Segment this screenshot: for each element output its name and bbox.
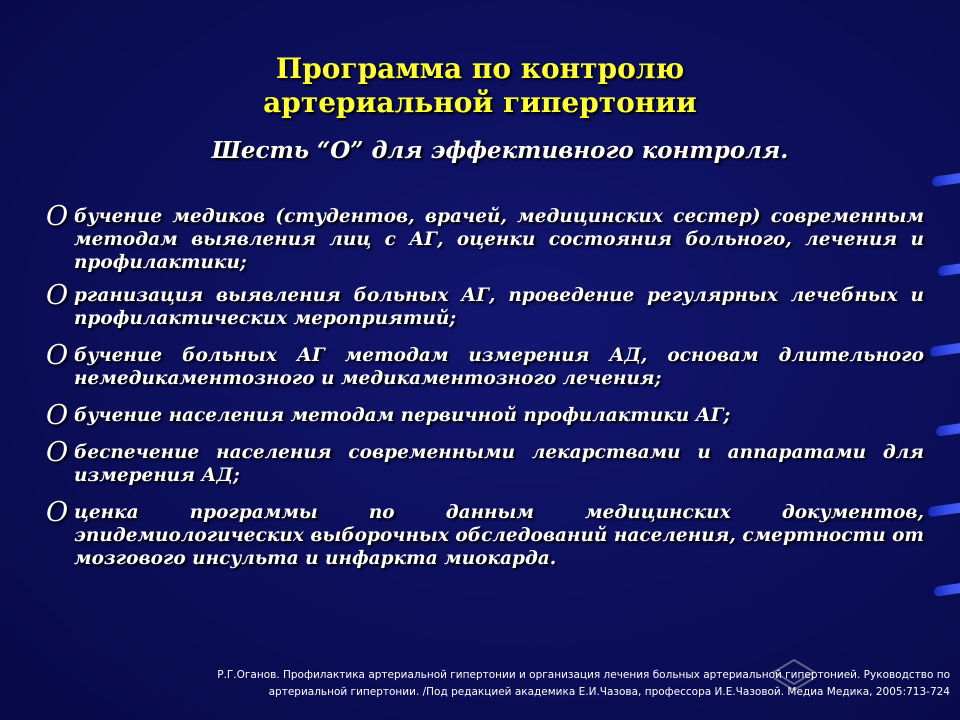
stripe [936,423,960,436]
item-initial-letter: О [46,201,69,232]
stripe [928,503,960,517]
stripe [938,263,960,276]
title-line-1: Программа по контролю [275,52,685,85]
bullet-list [46,201,924,580]
item-text: беспечение населения современными лекарствами и аппаратами для измерения АД; [74,442,924,486]
item-initial-letter: О [46,340,69,371]
item-initial-letter: О [46,497,69,528]
list-item [46,280,924,330]
list-item [46,400,924,431]
stripe [932,173,960,187]
item-text: бучение больных АГ методам измерения АД, основам длительного немедикаментозного и медикаментозного лечения; [74,345,924,389]
stripe [930,343,960,357]
item-initial-letter: О [46,400,69,431]
item-text: рганизация выявления больных АГ, проведение регулярных лечебных и профилактических мероприятий; [74,285,924,329]
slide-title [0,52,960,120]
item-text: ценка программы по данным медицинских документов, эпидемиологических выборочных обследований населения, смертности от мозгового инсульта и инфаркта миокарда. [74,502,924,569]
item-text: бучение медиков (студентов, врачей, медицинских сестер) современным методам выявления лиц с АГ, оценки состояния больного, лечения и профилактики; [74,206,924,273]
stripe [934,583,960,597]
citation-footer [140,667,950,701]
item-initial-letter: О [46,280,69,311]
list-item [46,201,924,274]
item-text: бучение населения методам первичной профилактики АГ; [74,405,731,426]
title-line-2: артериальной гипертонии [263,86,697,119]
item-initial-letter: О [46,437,69,468]
citation-line-1: Р.Г.Оганов. Профилактика артериальной гипертонии и организация лечения больных артериальной гипертонией. Руководство по [217,669,950,681]
slide-subtitle: Шесть “О” для эффективного контроля. [211,137,789,164]
list-item [46,497,924,570]
citation-line-2: артериальной гипертонии. /Под редакцией академика Е.И.Чазова, профессора И.Е.Чазовой. Медиа Медика, 2005:713-724 [268,686,950,698]
list-item [46,437,924,487]
list-item [46,340,924,390]
